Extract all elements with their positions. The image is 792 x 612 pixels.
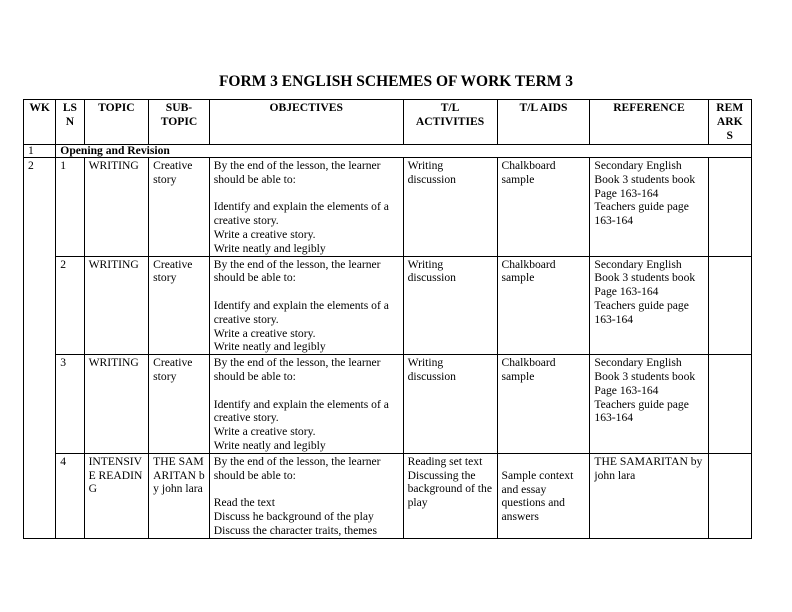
objective-line: Discuss the character traits, themes xyxy=(213,523,377,537)
activities-cell: Writing discussion xyxy=(403,355,497,454)
header-row xyxy=(24,100,752,145)
header-subtopic: SUB-TOPIC xyxy=(149,100,210,145)
week-number: 1 xyxy=(24,145,56,158)
schemes-table xyxy=(23,99,752,539)
aids-cell: Chalkboard sample xyxy=(497,158,590,257)
week-1-row xyxy=(24,145,752,158)
remarks-cell xyxy=(708,158,751,257)
reference-line: Secondary English Book 3 students book Page 163-164 xyxy=(594,159,696,200)
reference-cell xyxy=(590,355,708,454)
objectives-intro: By the end of the lesson, the learner should be able to: xyxy=(213,159,381,186)
objective-line: Read the text xyxy=(213,496,275,510)
reference-line: Teachers guide page 163-164 xyxy=(594,200,689,228)
spacer xyxy=(214,384,399,398)
lesson-number: 2 xyxy=(56,256,84,355)
header-remarks: REM ARK S xyxy=(708,100,751,145)
subtopic-cell: Creative story xyxy=(149,158,210,257)
aids-cell: Sample context and essay questions and answers xyxy=(497,453,590,538)
objective-line: Write neatly and legibly xyxy=(213,340,326,354)
reference-cell xyxy=(590,158,708,257)
lesson-number: 3 xyxy=(56,355,84,454)
activities-cell: Reading set text Discussing the background of the play xyxy=(403,453,497,538)
objective-line: Write neatly and legibly xyxy=(213,438,326,452)
objectives-cell xyxy=(209,355,403,454)
reference-line: Secondary English Book 3 students book Page 163-164 xyxy=(594,356,696,397)
header-wk: WK xyxy=(24,100,56,145)
aids-cell: Chalkboard sample xyxy=(497,355,590,454)
lesson-number: 1 xyxy=(56,158,84,257)
objective-line: Write a creative story. xyxy=(213,326,316,340)
spacer xyxy=(214,285,399,299)
remarks-cell xyxy=(708,355,751,454)
table-row xyxy=(24,158,752,257)
header-activities: T/L ACTIVITIES xyxy=(403,100,497,145)
reference-cell xyxy=(590,453,708,538)
table-row xyxy=(24,256,752,355)
reference-line: THE SAMARITAN by john lara xyxy=(594,454,703,482)
spacer xyxy=(214,482,399,496)
objectives-cell xyxy=(209,158,403,257)
activities-cell: Writing discussion xyxy=(403,158,497,257)
lesson-number: 4 xyxy=(56,453,84,538)
objective-line: Discuss he background of the play xyxy=(213,509,374,523)
objectives-intro: By the end of the lesson, the learner should be able to: xyxy=(213,454,381,482)
reference-line: Teachers guide page 163-164 xyxy=(594,298,689,326)
reference-line: Secondary English Book 3 students book Page 163-164 xyxy=(594,257,696,299)
objective-line: Write a creative story. xyxy=(213,227,316,241)
subtopic-cell: THE SAMARITAN by john lara xyxy=(149,453,210,538)
objective-line: Write neatly and legibly xyxy=(213,241,326,255)
topic-cell: WRITING xyxy=(84,158,149,257)
objective-line: Identify and explain the elements of a creative story. xyxy=(213,397,389,425)
objectives-cell xyxy=(209,256,403,355)
header-topic: TOPIC xyxy=(84,100,149,145)
header-aids: T/L AIDS xyxy=(497,100,590,145)
reference-cell xyxy=(590,256,708,355)
objective-line: Write a creative story. xyxy=(213,425,316,439)
subtopic-cell: Creative story xyxy=(149,256,210,355)
reference-line: Teachers guide page 163-164 xyxy=(594,397,689,425)
aids-cell: Chalkboard sample xyxy=(497,256,590,355)
header-objectives: OBJECTIVES xyxy=(209,100,403,145)
table-row xyxy=(24,453,752,538)
objectives-intro: By the end of the lesson, the learner should be able to: xyxy=(213,356,381,383)
objectives-intro: By the end of the lesson, the learner should be able to: xyxy=(213,257,381,285)
table-row xyxy=(24,355,752,454)
topic-cell: INTENSIVE READING xyxy=(84,453,149,538)
header-lsn: LS N xyxy=(56,100,84,145)
activities-cell: Writing discussion xyxy=(403,256,497,355)
objective-line: Identify and explain the elements of a creative story. xyxy=(213,200,389,228)
subtopic-cell: Creative story xyxy=(149,355,210,454)
remarks-cell xyxy=(708,453,751,538)
header-reference: REFERENCE xyxy=(590,100,708,145)
objectives-cell xyxy=(209,453,403,538)
page-title: FORM 3 ENGLISH SCHEMES OF WORK TERM 3 xyxy=(218,73,574,90)
spacer xyxy=(214,187,399,201)
topic-cell: WRITING xyxy=(84,355,149,454)
objective-line: Identify and explain the elements of a creative story. xyxy=(213,298,389,326)
remarks-cell xyxy=(708,256,751,355)
week-number: 2 xyxy=(24,158,56,539)
week-1-text: Opening and Revision xyxy=(56,145,752,158)
topic-cell: WRITING xyxy=(84,256,149,355)
